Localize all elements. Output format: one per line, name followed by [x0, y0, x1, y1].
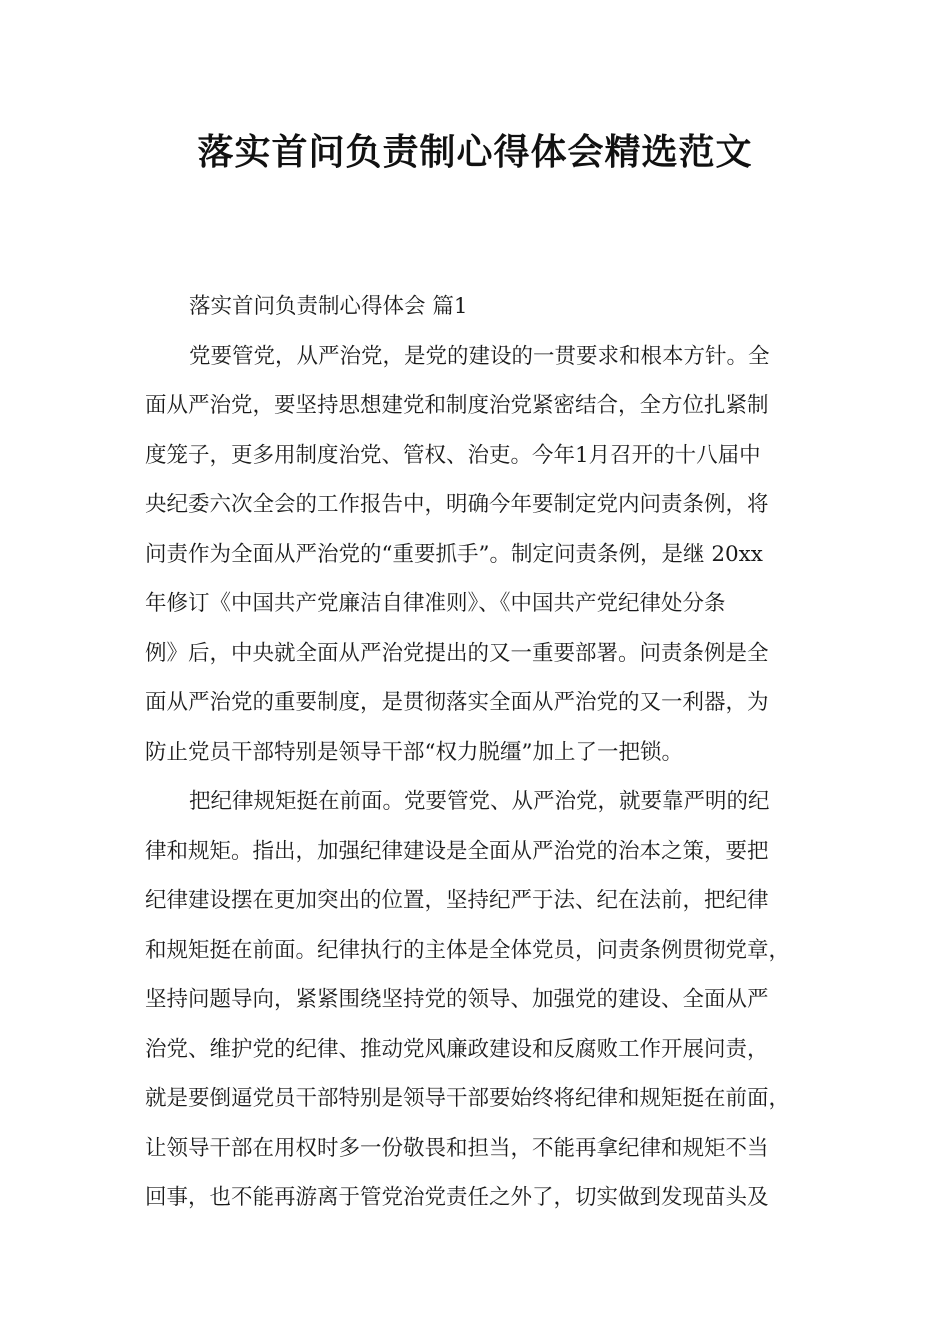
paragraph-line: 问责作为全面从严治党的“重要抓手”。制定问责条例，是继 20xx [145, 541, 763, 567]
paragraph-line: 回事，也不能再游离于管党治党责任之外了，切实做到发现苗头及 [145, 1185, 769, 1210]
paragraph-line: 央纪委六次全会的工作报告中，明确今年要制定党内问责条例，将 [145, 492, 769, 517]
paragraph-line: 例》后，中央就全面从严治党提出的又一重要部署。问责条例是全 [145, 640, 769, 666]
paragraph-line: 度笼子，更多用制度治党、管权、治吏。今年1月召开的十八届中 [145, 442, 761, 468]
paragraph-line: 面从严治党，要坚持思想建党和制度治党紧密结合，全方位扎紧制 [145, 393, 769, 418]
paragraph-2 [145, 777, 815, 1223]
paragraph-line: 党要管党，从严治党，是党的建设的一贯要求和根本方针。全 [189, 343, 770, 369]
paragraph-line: 纪律建设摆在更加突出的位置，坚持纪严于法、纪在法前，把纪律 [145, 888, 769, 913]
document-body [145, 282, 815, 1223]
paragraph-line: 防止党员干部特别是领导干部“权力脱缰”加上了一把锁。 [145, 739, 683, 765]
paragraph-line: 和规矩挺在前面。纪律执行的主体是全体党员，问责条例贯彻党章， [145, 937, 791, 963]
paragraph-line: 把纪律规矩挺在前面。党要管党、从严治党，就要靠严明的纪 [189, 789, 770, 814]
section-heading: 落实首问负责制心得体会 篇1 [189, 294, 468, 319]
paragraph-line: 面从严治党的重要制度，是贯彻落实全面从严治党的又一利器，为 [145, 690, 769, 715]
paragraph-line: 年修订《中国共产党廉洁自律准则》、《中国共产党纪律处分条 [145, 591, 726, 616]
paragraph-line: 坚持问题导向，紧紧围绕坚持党的领导、加强党的建设、全面从严 [145, 987, 769, 1012]
paragraph-line: 律和规矩。指出，加强纪律建设是全面从严治党的治本之策，要把 [145, 838, 769, 864]
paragraph-line: 就是要倒逼党员干部特别是领导干部要始终将纪律和规矩挺在前面， [145, 1086, 791, 1111]
document-title: 落实首问负责制心得体会精选范文 [197, 132, 753, 173]
paragraph-line: 治党、维护党的纪律、推动党风廉政建设和反腐败工作开展问责， [145, 1036, 769, 1062]
paragraph-line: 让领导干部在用权时多一份敬畏和担当，不能再拿纪律和规矩不当 [145, 1135, 769, 1161]
paragraph-1 [145, 332, 815, 778]
